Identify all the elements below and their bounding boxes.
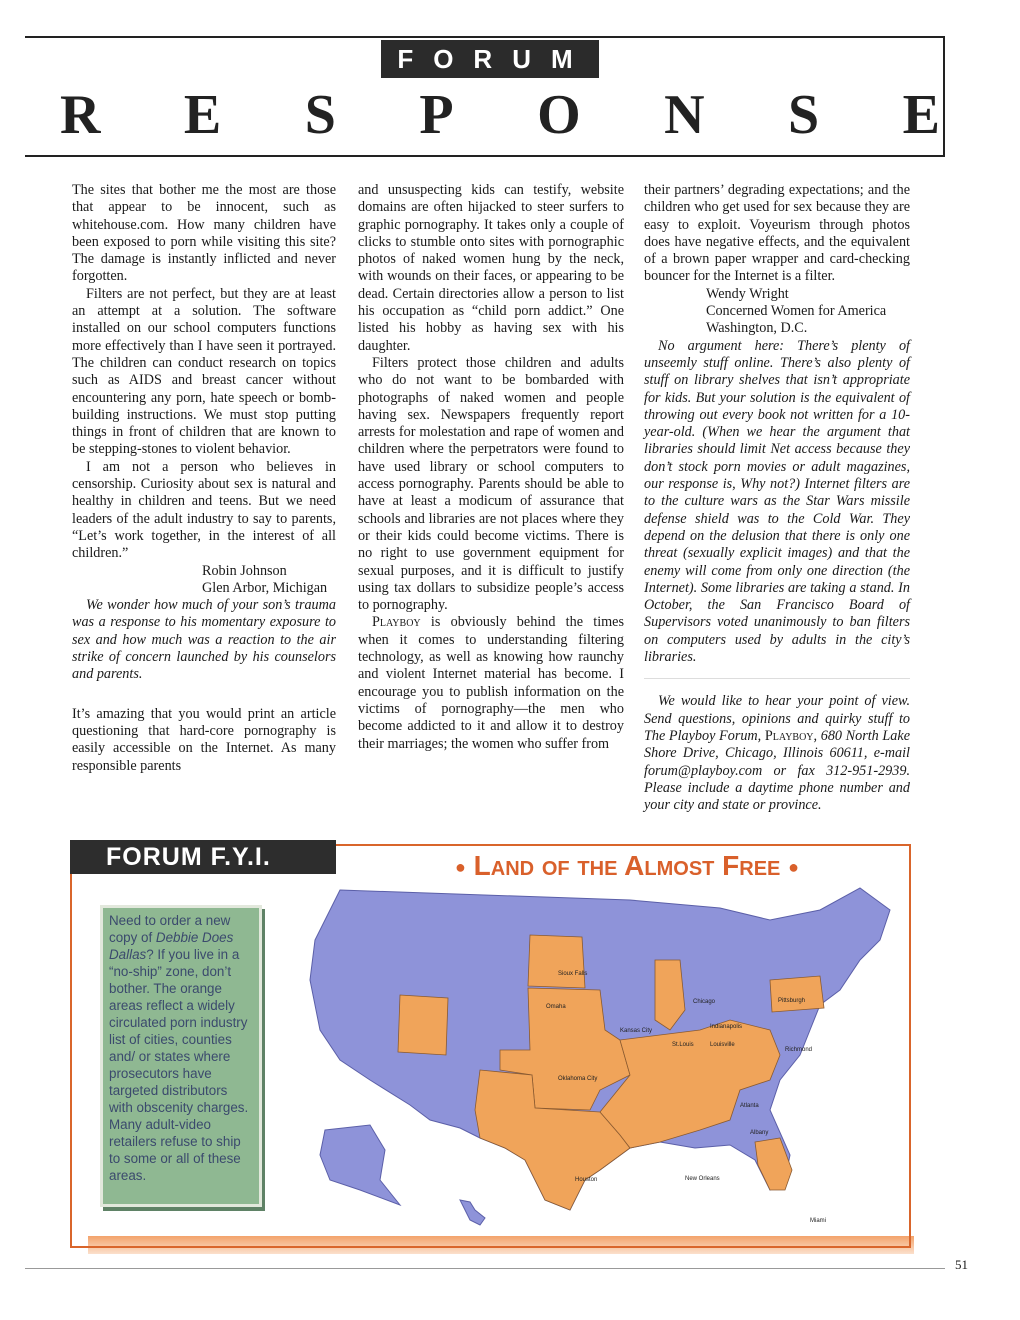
letter-paragraph: The sites that bother me the most are those that appear to be innocent, such as whitehouse.com. How many children have been exposed to porn while visiting this site? The damage is instantly inflicted and never forgotten. bbox=[72, 182, 336, 285]
city-label: Houston bbox=[575, 1177, 598, 1183]
city-label: Sioux Falls bbox=[558, 971, 588, 977]
fyi-card bbox=[100, 905, 262, 1207]
magazine-name: Playboy bbox=[372, 614, 421, 631]
invitation-text bbox=[644, 693, 910, 814]
response-heading bbox=[60, 80, 940, 150]
alaska bbox=[320, 1125, 400, 1205]
footer-rule bbox=[25, 1268, 945, 1269]
column-1 bbox=[72, 182, 336, 775]
letter-paragraph: It’s amazing that you would print an article questioning that hard-core pornography is easily accessible on the Internet. As many responsible parents bbox=[72, 705, 336, 774]
editor-reply: We wonder how much of your son’s trauma was a response to his momentary exposure to sex and how much was a reaction to the air strike of concern launched by his counselors and parents. bbox=[72, 597, 336, 683]
heading-letter: S bbox=[788, 84, 820, 146]
column-2 bbox=[358, 182, 624, 753]
city-label: Kansas City bbox=[620, 1028, 653, 1034]
header-side-rule bbox=[943, 36, 945, 155]
letter-paragraph: Filters are not perfect, but they are at least an attempt at a solution. The software installed on our school computers functions more effectively than I have seen it portrayed. The children can conduct research on topics such as AIDS and breast cancer without encountering any porn, hate speech or bomb-building instructions. We must stop putting things in front of children that are known to be stepping-stones to violent behavior. bbox=[72, 285, 336, 458]
city-label: Louisville bbox=[710, 1042, 735, 1048]
header-bottom-rule bbox=[25, 155, 945, 157]
letter-text: is obviously behind the times when it comes to understanding filtering technology, as well as knowing how raunchy and violent Internet material has become. I encourage you to publish information on the victims of pornography—the men who become addicted to it and allow it to destroy their marriages; the women who suffer from bbox=[358, 614, 624, 752]
letter-paragraph: I am not a person who believes in censorship. Curiosity about sex is natural and healthy in children and teens. But we need leaders of the adult industry to say to parents, “Let’s work together, in the interest of all children.” bbox=[72, 458, 336, 562]
header-top-rule bbox=[25, 36, 945, 38]
letter-paragraph bbox=[358, 614, 624, 752]
signature-name: Wendy Wright bbox=[706, 285, 789, 302]
city-label: Oklahoma City bbox=[558, 1076, 598, 1082]
heading-letter: P bbox=[419, 84, 454, 146]
heading-letter: N bbox=[664, 84, 705, 146]
signature-place: Glen Arbor, Michigan bbox=[202, 579, 328, 596]
invite-part: , 680 North Lake Shore Drive, Chicago, Illinois 60611, e-mail forum@playboy.com or fax 312-951-2939. Please include a daytime phone number and your city and state or province. bbox=[644, 727, 910, 814]
city-label: Chicago bbox=[693, 999, 716, 1005]
city-label: Omaha bbox=[546, 1004, 566, 1010]
fyi-tab: FORUM F.Y.I. bbox=[70, 840, 336, 874]
heading-letter: S bbox=[304, 84, 336, 146]
heading-letter: O bbox=[537, 84, 581, 146]
city-label: Indianapolis bbox=[710, 1024, 743, 1030]
orange-pennsylvania bbox=[770, 976, 824, 1012]
forum-tab: FORUM bbox=[381, 40, 599, 78]
city-label: Miami bbox=[810, 1218, 826, 1224]
us-map bbox=[300, 880, 905, 1235]
bullet-icon: ● bbox=[788, 857, 800, 878]
city-label: St.Louis bbox=[672, 1042, 694, 1048]
card-text: ? If you live in a “no-ship” zone, don’t bother. The orange areas reflect a widely circulated porn industry list of cities, counties and/ or states where prosecutors have targeted distributors with obscenity charges. Many adult-video retailers refuse to ship to some or all of these areas. bbox=[109, 947, 249, 1183]
orange-utah bbox=[398, 995, 448, 1055]
heading-letter: R bbox=[60, 84, 101, 146]
letter-paragraph: and unsuspecting kids can testify, website domains are often hijacked to steer surfers to graphic pornography. It takes only a couple of clicks to stumble onto sites with pornographic photos of naked women hung by the neck, with wounds on their faces, or appearing to be dead. Certain directories allow a person to list his occupation as “child porn addict.” One listed his hobby as having sex with his daughter. bbox=[358, 182, 624, 354]
signature-org: Concerned Women for America bbox=[706, 303, 887, 320]
section-divider bbox=[644, 678, 910, 679]
heading-letter: E bbox=[902, 84, 940, 146]
invite-part: We would like to hear your point of view. Send questions, opinions and quirky stuff to The Playboy Forum, bbox=[644, 693, 910, 744]
city-label: Albany bbox=[750, 1130, 769, 1136]
letter-paragraph: Filters protect those children and adults who do not want to be bombarded with photographs of naked women and people having sex. Newspapers frequently report arrests for molestation and rape of women and children where the perpetrators were found to have used library or school computers to access pornography. Parents should be able to have at least a modicum of assurance that schools and libraries are not places where they or their kids could become victims. There is no right to use government equipment for sexual purposes, and it is difficult to justify using tax dollars to subsidize people’s access to pornography. bbox=[358, 354, 624, 614]
city-label: Richmond bbox=[785, 1047, 813, 1053]
heading-letter: E bbox=[183, 84, 222, 146]
magazine-name: Playboy bbox=[764, 727, 814, 744]
card-text: Need to order a new copy of bbox=[109, 913, 231, 945]
letter-paragraph: their partners’ degrading expectations; and the children who get used for sex because they are easy to exploit. Voyeurism through photos does have negative effects, and the equivalent of a brown paper wrapper and card-checking bouncer for the Internet is a filter. bbox=[644, 182, 910, 285]
city-label: New Orleans bbox=[685, 1176, 720, 1182]
editor-reply: No argument here: There’s plenty of unseemly stuff online. There’s also plenty of stuff on library shelves that isn’t appropriate for kids. But your solution is the equivalent of throwing out every book not written for a 10-year-old. (When we hear the argument that libraries should limit Net access because they don’t stock porn movies or adult magazines, our response is, Why not?) Internet filters are to the culture wars as the Star Wars missile defense shield was to the Cold War. They depend on the delusion that there is only one threat (sexually explicit images) and that the enemy will come from only one direction (the Internet). Some libraries are taking a stand. In October, the San Francisco Board of Supervisors voted unanimously to ban filters on computers used by adults in the city’s libraries. bbox=[644, 337, 910, 666]
hawaii bbox=[460, 1200, 485, 1225]
film-title: Debbie Does Dallas bbox=[109, 930, 234, 962]
bullet-icon: ● bbox=[455, 857, 466, 878]
signature-name: Robin Johnson bbox=[202, 562, 287, 579]
map-title-text: Land of the Almost Free bbox=[473, 850, 781, 881]
city-label: Pittsburgh bbox=[778, 998, 806, 1004]
orange-dakotas bbox=[528, 935, 588, 988]
city-label: Atlanta bbox=[740, 1103, 759, 1109]
signature-place: Washington, D.C. bbox=[706, 320, 808, 337]
column-3 bbox=[644, 182, 910, 814]
map-title bbox=[455, 850, 855, 882]
page-number: 51 bbox=[955, 1257, 968, 1272]
